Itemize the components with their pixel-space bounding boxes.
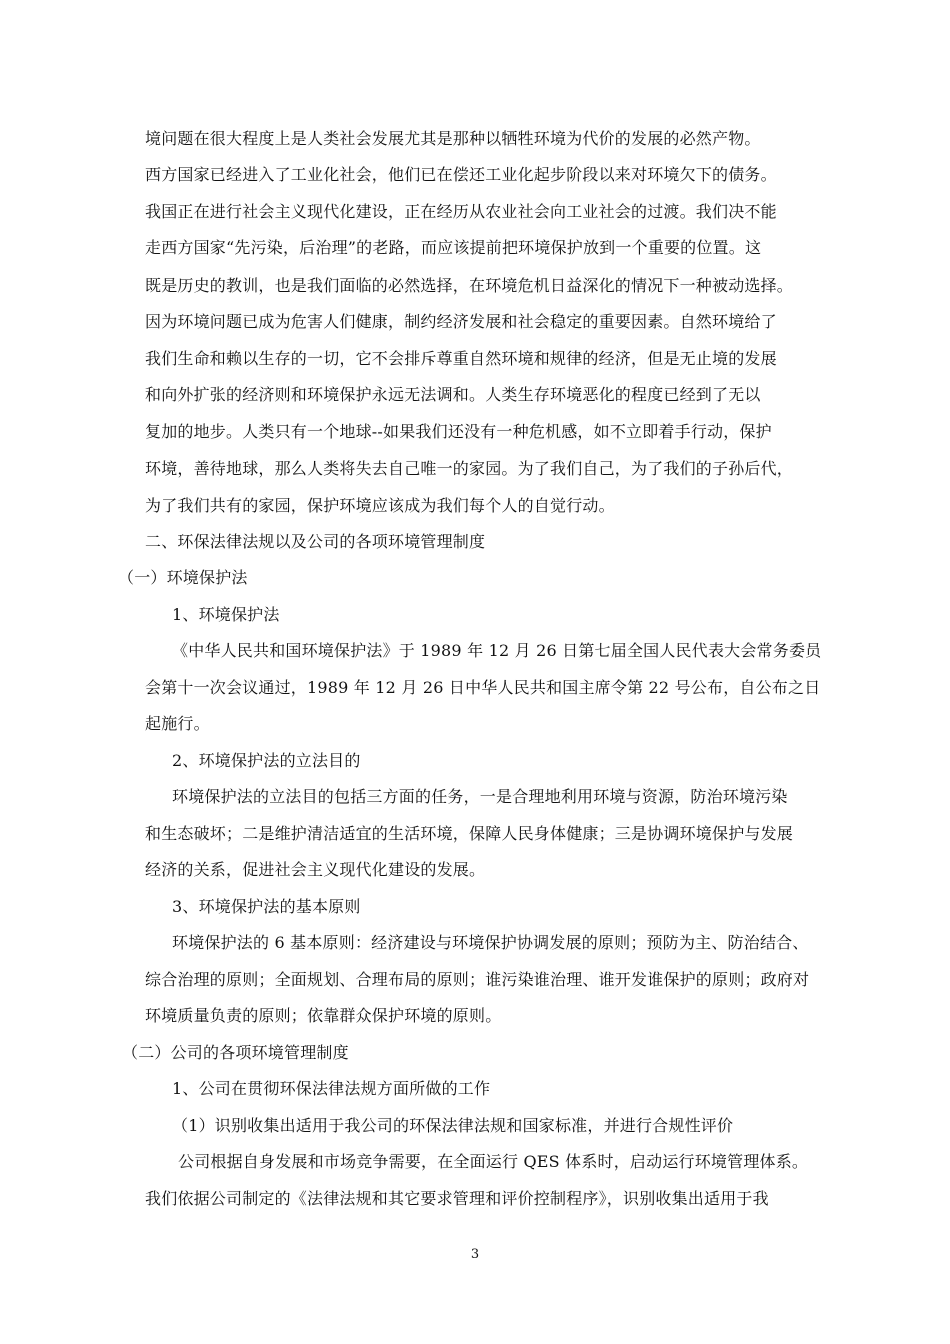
- item-heading: 2、环境保护法的立法目的: [172, 751, 361, 770]
- body-line: 经济的关系，促进社会主义现代化建设的发展。: [145, 860, 486, 879]
- body-line: 复加的地步。人类只有一个地球--如果我们还没有一种危机感，如不立即着手行动，保护: [145, 422, 772, 441]
- item-heading: 1、环境保护法: [172, 605, 280, 624]
- section-heading: 二、环保法律法规以及公司的各项环境管理制度: [145, 532, 486, 551]
- body-line: 综合治理的原则；全面规划、合理布局的原则；谁污染谁治理、谁开发谁保护的原则；政府对: [145, 970, 810, 989]
- item-heading: 1、公司在贯彻环保法律法规方面所做的工作: [172, 1079, 491, 1098]
- body-line: 环境，善待地球，那么人类将失去自己唯一的家园。为了我们自己，为了我们的子孙后代，: [145, 459, 794, 478]
- body-line: 和生态破坏；二是维护清洁适宜的生活环境，保障人民身体健康；三是协调环境保护与发展: [145, 824, 794, 843]
- body-line: 环境保护法的 6 基本原则：经济建设与环境保护协调发展的原则；预防为主、防治结合、: [172, 933, 809, 952]
- body-line: 境问题在很大程度上是人类社会发展尤其是那种以牺牲环境为代价的发展的必然产物。: [145, 129, 761, 148]
- body-line: 《中华人民共和国环境保护法》于 1989 年 12 月 26 日第七届全国人民代表大会常务委员: [172, 641, 822, 660]
- item-heading: 3、环境保护法的基本原则: [172, 897, 361, 916]
- body-line: 公司根据自身发展和市场竞争需要，在全面运行 QES 体系时，启动运行环境管理体系。: [178, 1152, 809, 1171]
- body-line: 我国正在进行社会主义现代化建设，正在经历从农业社会向工业社会的过渡。我们决不能: [145, 202, 777, 221]
- body-line: 西方国家已经进入了工业化社会，他们已在偿还工业化起步阶段以来对环境欠下的债务。: [145, 165, 777, 184]
- body-line: 既是历史的教训，也是我们面临的必然选择，在环境危机日益深化的情况下一种被动选择。: [145, 276, 794, 295]
- body-line: 和向外扩张的经济则和环境保护永远无法调和。人类生存环境恶化的程度已经到了无以: [145, 385, 761, 404]
- body-line: 环境质量负责的原则；依靠群众保护环境的原则。: [145, 1006, 502, 1025]
- body-line: 我们依据公司制定的《法律法规和其它要求管理和评价控制程序》，识别收集出适用于我: [145, 1189, 769, 1208]
- body-line: 会第十一次会议通过，1989 年 12 月 26 日中华人民共和国主席令第 22 号公布，自公布之日: [145, 678, 821, 697]
- body-line: 起施行。: [145, 714, 210, 733]
- subsection-heading: （二）公司的各项环境管理制度: [122, 1043, 349, 1062]
- body-line: 走西方国家“先污染，后治理”的老路，而应该提前把环境保护放到一个重要的位置。这: [145, 238, 762, 257]
- body-line: 因为环境问题已成为危害人们健康，制约经济发展和社会稳定的重要因素。自然环境给了: [145, 312, 777, 331]
- body-line: 环境保护法的立法目的包括三方面的任务，一是合理地利用环境与资源，防治环境污染: [172, 787, 788, 806]
- page-number: 3: [470, 1247, 480, 1262]
- item-heading: （1）识别收集出适用于我公司的环保法律法规和国家标准，并进行合规性评价: [172, 1116, 734, 1135]
- body-line: 我们生命和赖以生存的一切，它不会排斥尊重自然环境和规律的经济，但是无止境的发展: [145, 349, 777, 368]
- subsection-heading: （一）环境保护法: [118, 568, 248, 587]
- body-line: 为了我们共有的家园，保护环境应该成为我们每个人的自觉行动。: [145, 496, 615, 515]
